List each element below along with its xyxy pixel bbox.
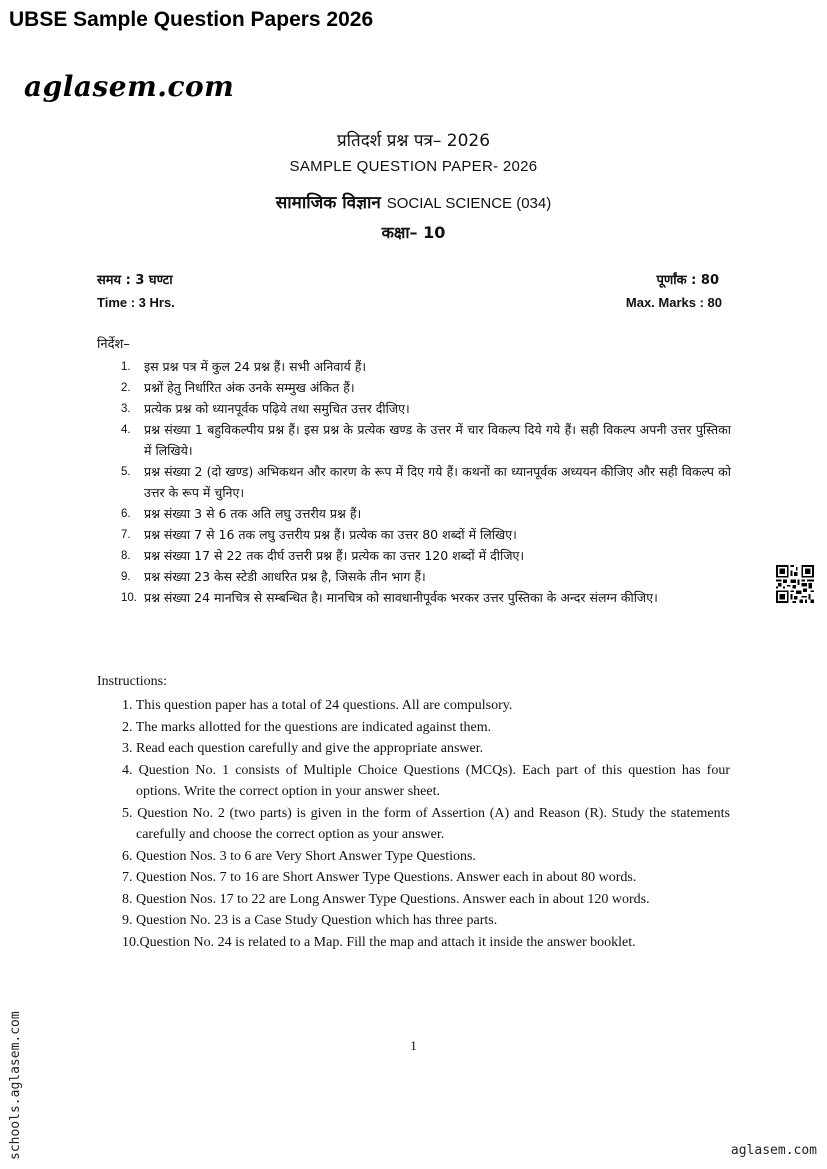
- item-text: प्रश्न संख्या 23 केस स्टेडी आधरित प्रश्न है, जिसके तीन भाग हैं।: [144, 569, 426, 584]
- item-number: 7.: [121, 529, 131, 541]
- list-item: [121, 398, 731, 419]
- marks-hindi: पूर्णांक : 80: [656, 273, 719, 288]
- item-number: 3.: [121, 403, 131, 415]
- item-text: प्रश्न संख्या 2 (दो खण्ड) अभिकथन और कारण के रूप में दिए गये हैं। कथनों का ध्यानपूर्वक अध्ययन कीजिए और सही विकल्प को उत्तर के रूप में चुनिए।: [144, 464, 731, 500]
- instructions-hindi-heading: निर्देश–: [97, 337, 130, 352]
- list-item: 8. Question Nos. 17 to 22 are Long Answer Type Questions. Answer each in about 120 words.: [122, 891, 650, 907]
- list-item: [121, 587, 731, 608]
- list-item: [121, 524, 731, 545]
- list-item: 1. This question paper has a total of 24 questions. All are compulsory.: [122, 698, 513, 713]
- list-item: 5. Question No. 2 (two parts) is given in the form of Assertion (A) and Reason (R). Study the statements carefully and choose the correct option as your answer.: [122, 805, 730, 842]
- item-text: प्रश्न संख्या 17 से 22 तक दीर्घ उत्तरी प्रश्न हैं। प्रत्येक का उत्तर 120 शब्दों में दीजिए।: [144, 548, 525, 563]
- subject-hindi: सामाजिक विज्ञान: [275, 193, 381, 213]
- page-banner: UBSE Sample Question Papers 2026: [9, 8, 374, 31]
- paper-title-hindi: प्रतिदर्श प्रश्न पत्र– 2026: [336, 131, 491, 151]
- marks-english: Max. Marks : 80: [625, 295, 722, 310]
- item-number: 5.: [121, 466, 131, 478]
- list-item: 2. The marks allotted for the questions are indicated against them.: [122, 719, 492, 735]
- instructions-hindi-list: [121, 356, 731, 608]
- list-item: 10.Question No. 24 is related to a Map. Fill the map and attach it inside the answer booklet.: [122, 934, 636, 950]
- item-number: 4.: [121, 424, 131, 436]
- footer-watermark: aglasem.com: [730, 1143, 817, 1158]
- list-item: [121, 419, 731, 461]
- qr-code-icon: [776, 565, 814, 603]
- item-number: 1.: [121, 361, 131, 373]
- list-item: 4. Question No. 1 consists of Multiple Choice Questions (MCQs). Each part of this question has four options. Write the correct option in your answer sheet.: [122, 762, 730, 799]
- item-number: 6.: [121, 508, 131, 520]
- list-item: [121, 566, 731, 587]
- site-logo: aglasem.com: [24, 70, 235, 103]
- item-text: प्रश्न संख्या 24 मानचित्र से सम्बन्धित है। मानचित्र को सावधानीपूर्वक भरकर उत्तर पुस्तिका के अन्दर संलग्न कीजिए।: [144, 590, 658, 605]
- time-hindi: समय : 3 घण्टा: [97, 273, 173, 288]
- item-text: प्रश्न संख्या 7 से 16 तक लघु उत्तरीय प्रश्न हैं। प्रत्येक का उत्तर 80 शब्दों में लिखिए।: [144, 527, 517, 542]
- list-item: [121, 377, 731, 398]
- class-label: कक्षा– 10: [381, 223, 446, 242]
- list-item: 7. Question Nos. 7 to 16 are Short Answer Type Questions. Answer each in about 80 words.: [122, 870, 637, 885]
- list-item: 6. Question Nos. 3 to 6 are Very Short Answer Type Questions.: [122, 848, 476, 864]
- item-text: इस प्रश्न पत्र में कुल 24 प्रश्न हैं। सभी अनिवार्य हैं।: [144, 359, 367, 374]
- instructions-english-heading: Instructions:: [97, 674, 167, 689]
- item-text: प्रश्न संख्या 1 बहुविकल्पीय प्रश्न हैं। इस प्रश्न के प्रत्येक खण्ड के उत्तर में चार विकल्प दिये गये हैं। सही विकल्प अपनी उत्तर पुस्तिका में लिखिये।: [144, 422, 731, 458]
- subject-title: [0, 190, 827, 213]
- item-number: 8.: [121, 550, 131, 562]
- item-number: 10.: [121, 592, 137, 604]
- subject-english: SOCIAL SCIENCE (034): [386, 195, 552, 212]
- list-item: [121, 461, 731, 503]
- list-item: 9. Question No. 23 is a Case Study Question which has three parts.: [122, 913, 498, 928]
- paper-title-english: SAMPLE QUESTION PAPER- 2026: [289, 158, 538, 175]
- list-item: [121, 356, 731, 377]
- item-text: प्रश्नों हेतु निर्धारित अंक उनके सम्मुख अंकित हैं।: [144, 380, 355, 395]
- page-number: 1: [410, 1038, 417, 1053]
- item-number: 9.: [121, 571, 131, 583]
- side-watermark: schools.aglasem.com: [8, 1011, 23, 1160]
- item-number: 2.: [121, 382, 131, 394]
- time-english: Time : 3 Hrs.: [97, 295, 175, 310]
- item-text: प्रश्न संख्या 3 से 6 तक अति लघु उत्तरीय प्रश्न हैं।: [144, 506, 362, 521]
- list-item: [121, 503, 731, 524]
- list-item: [121, 545, 731, 566]
- item-text: प्रत्येक प्रश्न को ध्यानपूर्वक पढ़िये तथा समुचित उत्तर दीजिए।: [144, 401, 410, 416]
- list-item: 3. Read each question carefully and give the appropriate answer.: [122, 741, 484, 756]
- instructions-english-list: [122, 695, 730, 953]
